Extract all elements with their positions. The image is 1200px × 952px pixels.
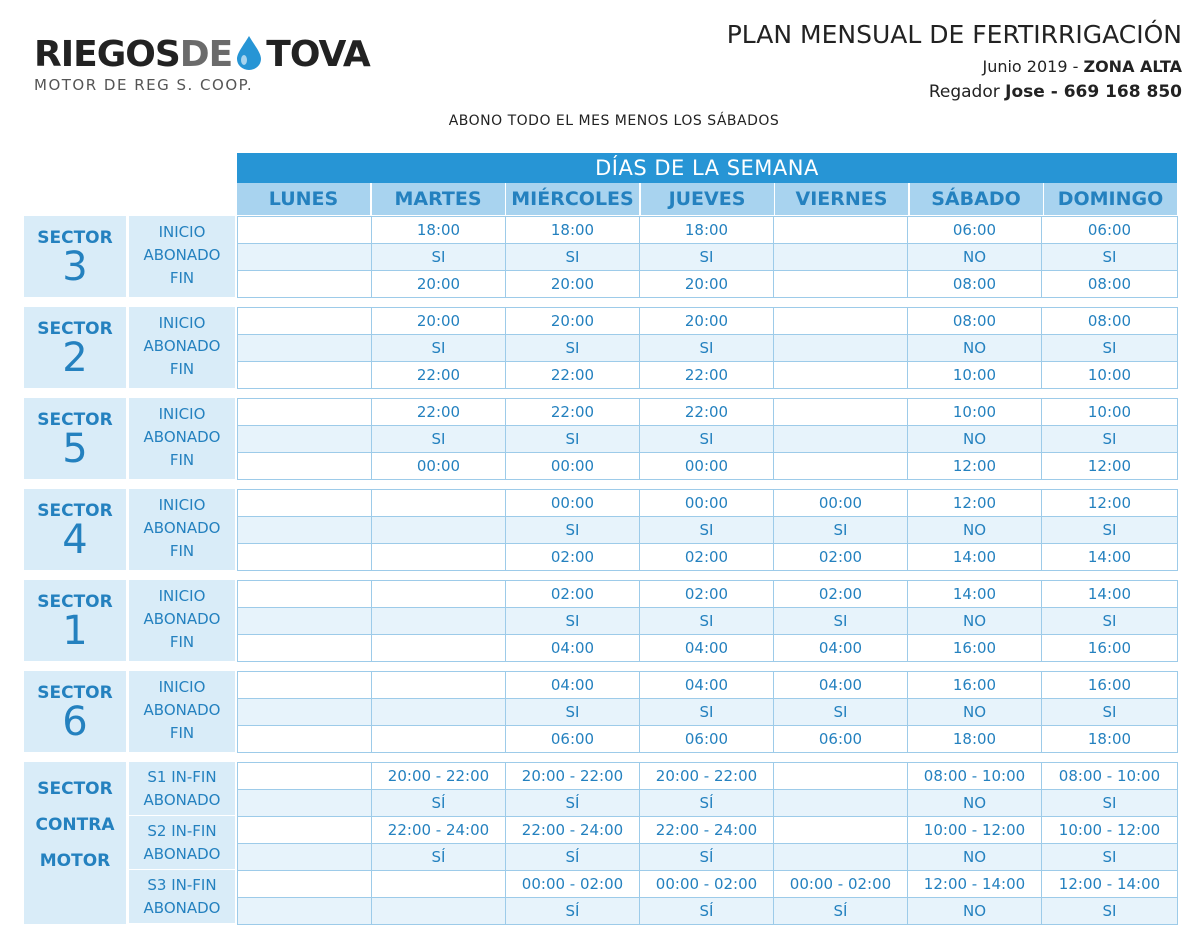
table-cell: SI — [372, 426, 506, 452]
table-cell: SI — [372, 244, 506, 270]
table-cell: SI — [1102, 612, 1117, 630]
table-cell: 06:00 — [1087, 221, 1132, 239]
table-cell: SI — [774, 517, 908, 543]
table-cell: 00:00 - 02:00 — [640, 871, 774, 897]
table-cell — [372, 490, 506, 516]
table-cell: NO — [908, 517, 1042, 543]
table-cell: 06:00 — [774, 726, 908, 752]
sector-label — [24, 307, 126, 388]
table-cell: 02:00 — [506, 544, 640, 570]
day-header-cell: JUEVES — [641, 183, 774, 215]
table-cell — [238, 453, 372, 479]
table-cell — [238, 217, 372, 243]
table-cell: SI — [1102, 848, 1117, 866]
day-header-cell: VIERNES — [775, 183, 908, 215]
table-cell: 08:00 - 10:00 — [908, 763, 1042, 789]
table-cell: 20:00 — [506, 308, 640, 334]
row-label: FIN — [169, 724, 195, 742]
sector-number: 3 — [62, 244, 88, 290]
table-cell: SI — [1102, 339, 1117, 357]
logo-wordmark: RIEGOSDE TOVA — [34, 34, 370, 78]
table-row — [238, 543, 1177, 570]
contra-motor-grid — [237, 762, 1178, 925]
table-cell: 02:00 — [774, 581, 908, 607]
row-labels — [129, 580, 235, 661]
table-cell: SI — [506, 426, 640, 452]
table-cell: 04:00 — [640, 635, 774, 661]
table-cell: 18:00 — [506, 217, 640, 243]
table-cell: SI — [640, 335, 774, 361]
table-cell — [238, 244, 372, 270]
contra-motor-word: MOTOR — [39, 851, 111, 871]
table-cell: 20:00 — [372, 308, 506, 334]
table-cell: 10:00 — [1087, 366, 1132, 384]
table-cell: SI — [640, 699, 774, 725]
contra-row-label — [129, 870, 235, 923]
table-cell: SI — [774, 608, 908, 634]
row-label: FIN — [169, 633, 195, 651]
sector-block — [24, 580, 1178, 661]
day-header-cell: DOMINGO — [1044, 183, 1177, 215]
table-cell: 02:00 — [774, 544, 908, 570]
table-cell — [774, 362, 908, 388]
table-row — [238, 607, 1177, 634]
table-cell — [238, 672, 372, 698]
table-cell — [372, 871, 506, 897]
table-row — [238, 870, 1177, 897]
table-cell — [238, 399, 372, 425]
sector-label — [24, 398, 126, 479]
row-label: ABONADO — [143, 337, 221, 355]
table-cell: 20:00 — [372, 271, 506, 297]
table-cell: 00:00 — [506, 490, 640, 516]
plan-date: Junio 2019 - ZONA ALTA — [982, 57, 1182, 76]
table-cell: 20:00 — [640, 271, 774, 297]
table-cell: 04:00 — [774, 635, 908, 661]
table-cell: 04:00 — [640, 672, 774, 698]
table-cell: 10:00 — [908, 399, 1042, 425]
sector-block — [24, 671, 1178, 752]
table-cell: 00:00 — [506, 453, 640, 479]
sector-label — [24, 580, 126, 661]
table-cell: 22:00 - 24:00 — [372, 817, 506, 843]
row-label: INICIO — [158, 587, 206, 605]
table-cell: 10:00 - 12:00 — [908, 817, 1042, 843]
table-cell — [372, 635, 506, 661]
table-cell: 00:00 — [640, 453, 774, 479]
table-cell — [238, 581, 372, 607]
sector-block — [24, 216, 1178, 297]
table-cell: SÍ — [372, 790, 506, 816]
table-cell — [774, 271, 908, 297]
table-row — [238, 308, 1177, 334]
table-cell: 22:00 — [372, 362, 506, 388]
table-cell: 02:00 — [506, 581, 640, 607]
table-cell — [238, 362, 372, 388]
table-cell: 22:00 — [640, 399, 774, 425]
table-cell: 08:00 — [1087, 275, 1132, 293]
sector-grid — [237, 489, 1178, 571]
day-header-cell: MIÉRCOLES — [506, 183, 639, 215]
table-cell: SÍ — [506, 844, 640, 870]
water-drop-icon — [234, 34, 264, 78]
sector-word: SECTOR — [37, 501, 113, 521]
sector-grid — [237, 398, 1178, 480]
table-cell — [238, 635, 372, 661]
table-cell — [774, 453, 908, 479]
row-label: ABONADO — [143, 899, 221, 917]
table-cell: SI — [506, 699, 640, 725]
table-cell — [238, 726, 372, 752]
table-cell: NO — [908, 699, 1042, 725]
table-row — [238, 789, 1177, 816]
row-label: S2 IN-FIN — [147, 822, 217, 840]
table-cell: SI — [1102, 794, 1117, 812]
table-cell: 18:00 — [908, 726, 1042, 752]
row-labels — [129, 671, 235, 752]
regador-info: Regador Jose - 669 168 850 — [928, 82, 1182, 102]
table-row — [238, 843, 1177, 870]
table-cell: 12:00 — [908, 453, 1042, 479]
table-cell: 20:00 - 22:00 — [372, 763, 506, 789]
contra-motor-word: SECTOR — [37, 779, 113, 799]
row-label: INICIO — [158, 496, 206, 514]
table-cell — [372, 517, 506, 543]
table-cell: 12:00 — [1087, 457, 1132, 475]
table-cell: NO — [908, 335, 1042, 361]
table-row — [238, 581, 1177, 607]
table-cell — [372, 672, 506, 698]
table-cell: 16:00 — [908, 672, 1042, 698]
table-row — [238, 425, 1177, 452]
table-cell — [372, 898, 506, 924]
table-cell — [238, 763, 372, 789]
table-cell: 22:00 - 24:00 — [640, 817, 774, 843]
table-cell: 14:00 — [1087, 585, 1132, 603]
sector-word: SECTOR — [37, 410, 113, 430]
table-cell — [238, 898, 372, 924]
table-cell: SI — [640, 244, 774, 270]
table-cell: SI — [506, 608, 640, 634]
table-cell — [372, 699, 506, 725]
table-row — [238, 243, 1177, 270]
contra-row-label — [129, 762, 235, 815]
table-cell: 18:00 — [1087, 730, 1132, 748]
table-cell: SÍ — [640, 790, 774, 816]
table-cell: SÍ — [506, 898, 640, 924]
row-label: S1 IN-FIN — [147, 768, 217, 786]
table-cell — [238, 517, 372, 543]
table-cell: 12:00 — [1087, 494, 1132, 512]
table-cell — [238, 308, 372, 334]
table-cell: SI — [1102, 703, 1117, 721]
day-header-cell: MARTES — [372, 183, 505, 215]
contra-motor-block — [24, 762, 1178, 924]
table-cell: 00:00 — [774, 490, 908, 516]
table-cell: SI — [640, 608, 774, 634]
table-cell: SÍ — [372, 844, 506, 870]
sector-number: 5 — [62, 426, 88, 472]
table-cell: NO — [908, 844, 1042, 870]
table-row — [238, 698, 1177, 725]
day-header-cell: LUNES — [237, 183, 370, 215]
table-cell — [774, 790, 908, 816]
contra-motor-label — [24, 762, 126, 924]
table-cell: 14:00 — [908, 581, 1042, 607]
table-cell — [238, 608, 372, 634]
table-row — [238, 763, 1177, 789]
row-labels — [129, 216, 235, 297]
table-row — [238, 270, 1177, 297]
table-row — [238, 452, 1177, 479]
row-labels — [129, 489, 235, 570]
table-cell: 08:00 — [908, 308, 1042, 334]
sector-number: 4 — [62, 517, 88, 563]
table-cell — [238, 790, 372, 816]
table-cell — [774, 399, 908, 425]
row-label: FIN — [169, 360, 195, 378]
table-cell: SÍ — [640, 844, 774, 870]
table-cell: 12:00 - 14:00 — [908, 871, 1042, 897]
table-cell — [238, 426, 372, 452]
table-cell — [238, 699, 372, 725]
row-label: INICIO — [158, 678, 206, 696]
table-cell: 16:00 — [1087, 676, 1132, 694]
day-names-row — [237, 183, 1179, 215]
company-logo — [34, 34, 370, 94]
table-cell — [238, 335, 372, 361]
table-cell: 16:00 — [908, 635, 1042, 661]
table-cell: 04:00 — [774, 672, 908, 698]
sector-block — [24, 489, 1178, 570]
table-cell: 22:00 - 24:00 — [506, 817, 640, 843]
table-cell — [774, 217, 908, 243]
table-cell: SI — [640, 426, 774, 452]
table-cell: NO — [908, 426, 1042, 452]
table-cell: 08:00 - 10:00 — [1058, 767, 1161, 785]
sector-word: SECTOR — [37, 319, 113, 339]
sector-label — [24, 216, 126, 297]
table-cell — [774, 817, 908, 843]
row-label: ABONADO — [143, 791, 221, 809]
table-cell: 06:00 — [506, 726, 640, 752]
table-cell: 14:00 — [908, 544, 1042, 570]
table-cell: 04:00 — [506, 672, 640, 698]
table-cell: 00:00 — [640, 490, 774, 516]
table-cell — [238, 490, 372, 516]
sector-grid — [237, 216, 1178, 298]
table-cell: NO — [908, 244, 1042, 270]
table-cell: 10:00 — [1087, 403, 1132, 421]
row-label: INICIO — [158, 223, 206, 241]
row-labels — [129, 307, 235, 388]
table-row — [238, 361, 1177, 388]
table-row — [238, 490, 1177, 516]
sector-block — [24, 398, 1178, 479]
table-row — [238, 634, 1177, 661]
table-cell: SI — [506, 335, 640, 361]
row-label: FIN — [169, 269, 195, 287]
table-cell: 00:00 - 02:00 — [506, 871, 640, 897]
table-cell: 18:00 — [372, 217, 506, 243]
table-cell: SI — [1102, 902, 1117, 920]
table-cell: 20:00 - 22:00 — [640, 763, 774, 789]
table-cell: 08:00 — [1087, 312, 1132, 330]
table-cell: SI — [1102, 248, 1117, 266]
row-labels — [129, 398, 235, 479]
table-cell: 20:00 — [506, 271, 640, 297]
fertilizer-note: ABONO TODO EL MES MENOS LOS SÁBADOS — [448, 113, 780, 129]
table-cell: NO — [908, 898, 1042, 924]
table-cell: SI — [640, 517, 774, 543]
table-cell — [372, 544, 506, 570]
table-row — [238, 217, 1177, 243]
table-cell: 22:00 — [506, 362, 640, 388]
table-cell: 12:00 — [908, 490, 1042, 516]
day-header-cell: SÁBADO — [910, 183, 1043, 215]
sector-word: SECTOR — [37, 592, 113, 612]
sector-grid — [237, 580, 1178, 662]
table-cell: 22:00 — [506, 399, 640, 425]
row-label: ABONADO — [143, 519, 221, 537]
row-label: ABONADO — [143, 428, 221, 446]
sector-label — [24, 671, 126, 752]
row-label: INICIO — [158, 314, 206, 332]
sector-grid — [237, 307, 1178, 389]
table-cell: SI — [506, 517, 640, 543]
table-cell — [238, 817, 372, 843]
sector-grid — [237, 671, 1178, 753]
sector-number: 1 — [62, 608, 88, 654]
contra-row-label — [129, 816, 235, 869]
table-cell — [372, 581, 506, 607]
row-label: FIN — [169, 542, 195, 560]
table-cell: 12:00 - 14:00 — [1058, 875, 1161, 893]
table-cell — [774, 335, 908, 361]
table-cell: 14:00 — [1087, 548, 1132, 566]
table-row — [238, 816, 1177, 843]
table-cell: NO — [908, 790, 1042, 816]
table-cell: 16:00 — [1087, 639, 1132, 657]
table-row — [238, 516, 1177, 543]
table-row — [238, 897, 1177, 924]
table-cell — [774, 426, 908, 452]
table-cell: SI — [1102, 521, 1117, 539]
table-cell: SI — [1102, 430, 1117, 448]
table-cell — [774, 308, 908, 334]
table-cell: 20:00 - 22:00 — [506, 763, 640, 789]
table-cell: SI — [506, 244, 640, 270]
table-cell — [372, 608, 506, 634]
table-cell: 00:00 — [372, 453, 506, 479]
table-cell — [774, 763, 908, 789]
table-cell — [238, 871, 372, 897]
sector-word: SECTOR — [37, 683, 113, 703]
table-cell: 10:00 - 12:00 — [1058, 821, 1161, 839]
table-cell — [774, 244, 908, 270]
row-label: ABONADO — [143, 845, 221, 863]
table-cell: SI — [372, 335, 506, 361]
sector-block — [24, 307, 1178, 388]
table-row — [238, 334, 1177, 361]
table-cell — [238, 844, 372, 870]
table-cell: SÍ — [506, 790, 640, 816]
contra-motor-word: CONTRA — [35, 815, 115, 835]
sector-word: SECTOR — [37, 228, 113, 248]
table-row — [238, 725, 1177, 752]
table-cell: 20:00 — [640, 308, 774, 334]
table-cell: 04:00 — [506, 635, 640, 661]
table-cell — [774, 844, 908, 870]
table-cell — [238, 271, 372, 297]
table-cell: 06:00 — [908, 217, 1042, 243]
row-label: S3 IN-FIN — [147, 876, 217, 894]
row-label: ABONADO — [143, 246, 221, 264]
table-cell: 10:00 — [908, 362, 1042, 388]
logo-subtitle: MOTOR DE REG S. COOP. — [34, 76, 254, 94]
table-cell — [372, 726, 506, 752]
row-label: ABONADO — [143, 701, 221, 719]
table-cell: SÍ — [774, 898, 908, 924]
table-cell — [238, 544, 372, 570]
table-cell: 22:00 — [640, 362, 774, 388]
table-cell: 08:00 — [908, 271, 1042, 297]
table-row — [238, 399, 1177, 425]
table-cell: 22:00 — [372, 399, 506, 425]
table-cell: NO — [908, 608, 1042, 634]
table-row — [238, 672, 1177, 698]
days-header: DÍAS DE LA SEMANA — [237, 153, 1177, 183]
sector-label — [24, 489, 126, 570]
table-cell: 06:00 — [640, 726, 774, 752]
table-cell: 02:00 — [640, 581, 774, 607]
table-cell: 00:00 - 02:00 — [774, 871, 908, 897]
sector-number: 2 — [62, 335, 88, 381]
table-cell: SÍ — [640, 898, 774, 924]
table-cell: 18:00 — [640, 217, 774, 243]
page-title: PLAN MENSUAL DE FERTIRRIGACIÓN — [726, 20, 1182, 49]
table-cell: SI — [774, 699, 908, 725]
sector-number: 6 — [62, 699, 88, 745]
row-label: FIN — [169, 451, 195, 469]
row-label: ABONADO — [143, 610, 221, 628]
table-cell: 02:00 — [640, 544, 774, 570]
row-label: INICIO — [158, 405, 206, 423]
